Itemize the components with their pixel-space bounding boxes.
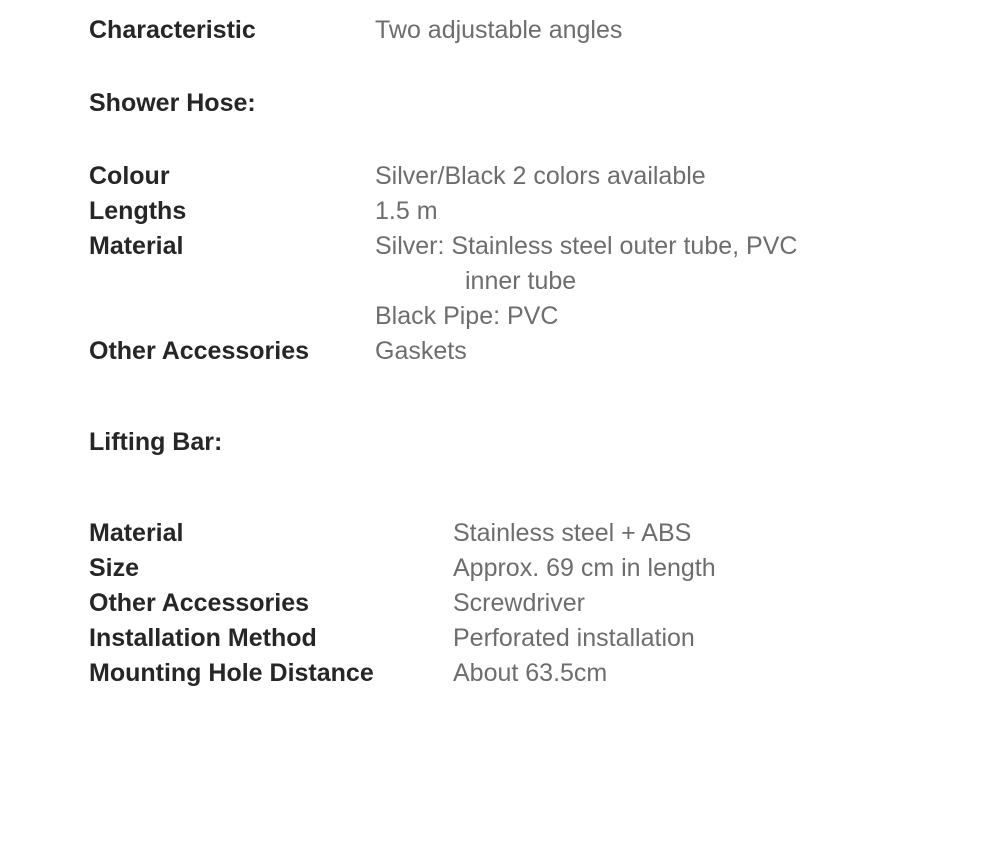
section-heading-lifting-bar: Lifting Bar:: [89, 428, 223, 456]
spec-label: Size: [89, 554, 140, 582]
spec-value: Approx. 69 cm in length: [453, 554, 716, 582]
spec-value: Silver: Stainless steel outer tube, PVC: [375, 232, 798, 260]
spec-label: Lengths: [89, 197, 187, 225]
spec-label: Material: [89, 232, 184, 260]
spec-value: 1.5 m: [375, 197, 438, 225]
spec-label: Other Accessories: [89, 337, 310, 365]
spec-label: Installation Method: [89, 624, 317, 652]
spec-value: Screwdriver: [453, 589, 585, 617]
spec-row-colour: [0, 160, 1000, 193]
spec-label: Colour: [89, 162, 170, 190]
spec-value: About 63.5cm: [453, 659, 608, 687]
spec-row-characteristic: [0, 14, 1000, 47]
top-spacer: [0, 0, 1000, 14]
spec-row-material: [0, 230, 1000, 263]
spacer-after-lifting-bar-heading: [0, 459, 1000, 517]
spacer-before-lifting-bar: [0, 368, 1000, 426]
spec-value: Stainless steel + ABS: [453, 519, 692, 547]
spec-value: Silver/Black 2 colors available: [375, 162, 706, 190]
spec-label: Mounting Hole Distance: [89, 659, 374, 687]
spec-label: Other Accessories: [89, 589, 310, 617]
spec-value: Gaskets: [375, 337, 467, 365]
spec-row-other-accessories-hose: [0, 335, 1000, 368]
spec-row-lengths: [0, 195, 1000, 228]
spec-label: Material: [89, 519, 184, 547]
spec-row-other-accessories-bar: [0, 587, 1000, 620]
spec-value: Black Pipe: PVC: [375, 302, 559, 330]
spec-value: inner tube: [465, 267, 577, 295]
spec-label: Characteristic: [89, 16, 256, 44]
spec-row-installation-method: [0, 622, 1000, 655]
spec-row-size: [0, 552, 1000, 585]
spec-row-material-continued: [0, 265, 1000, 298]
spec-row-black-pipe: [0, 300, 1000, 333]
section-heading-shower-hose: Shower Hose:: [89, 89, 256, 117]
spacer-before-shower-hose: [0, 47, 1000, 87]
spec-value: Two adjustable angles: [375, 16, 623, 44]
spec-row-material-bar: [0, 517, 1000, 550]
spacer-after-shower-hose-heading: [0, 120, 1000, 160]
spec-value: Perforated installation: [453, 624, 695, 652]
spec-row-mounting-hole-distance: [0, 657, 1000, 690]
